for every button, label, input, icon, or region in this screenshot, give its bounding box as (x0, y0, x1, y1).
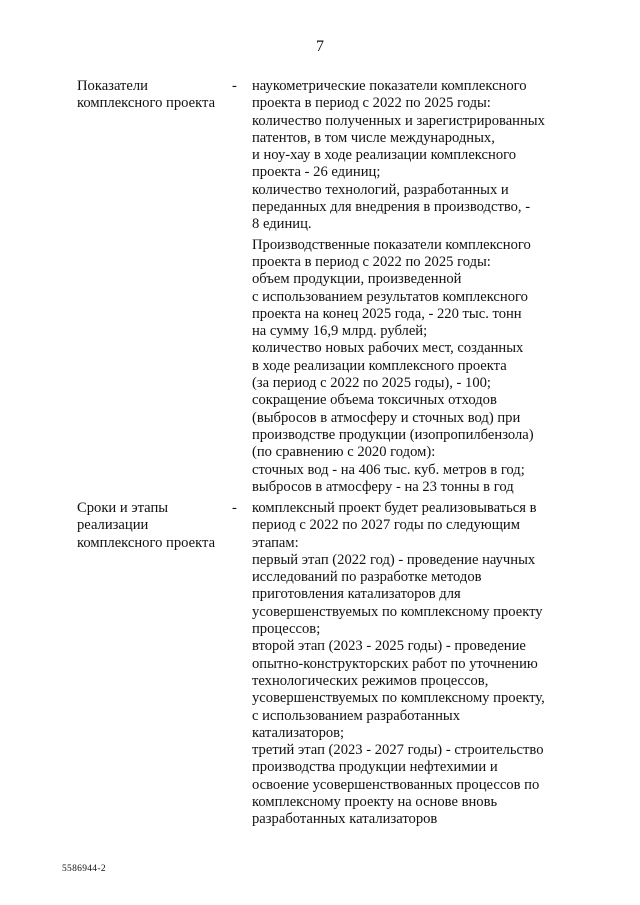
label-line: Показатели (77, 78, 148, 94)
text-line: усовершенствуемых по комплексному проекту, (252, 690, 545, 707)
text-line: переданных для внедрения в производство, - (252, 199, 531, 216)
text-line: исследований по разработке методов (252, 569, 482, 586)
text-line: с использованием результатов комплексного (252, 288, 528, 305)
dash-separator: - (232, 78, 237, 94)
text-line: количество полученных и зарегистрированных (252, 112, 545, 129)
label-line: Сроки и этапы (77, 500, 169, 516)
text-line: проекта в период с 2022 по 2025 годы: (252, 253, 491, 270)
text-line: комплексному проекту на основе вновь (252, 794, 498, 811)
text-line: проекта - 26 единиц; (252, 164, 381, 181)
text-line: (за период с 2022 по 2025 годы), - 100; (252, 375, 491, 392)
text-line: процессов; (252, 621, 321, 638)
text-line: наукометрические показатели комплексного (252, 78, 527, 94)
text-line: в ходе реализации комплексного проекта (252, 357, 507, 374)
text-line: проекта на конец 2025 года, - 220 тыс. тонн (252, 305, 522, 322)
text-line: 8 единиц. (252, 216, 312, 233)
text-line: количество технологий, разработанных и (252, 181, 509, 198)
text-line: (по сравнению с 2020 годом): (252, 444, 436, 461)
text-line: опытно-конструкторских работ по уточнению (252, 655, 538, 672)
text-line: этапам: (252, 534, 299, 551)
text-line: выбросов в атмосферу - на 23 тонны в год (252, 478, 514, 495)
text-line: сточных вод - на 406 тыс. куб. метров в год; (252, 461, 525, 478)
indicators-label (77, 78, 232, 496)
text-line: технологических режимов процессов, (252, 672, 489, 689)
text-line: второй этап (2023 - 2025 годы) - проведение (252, 638, 526, 655)
text-line: (выбросов в атмосферу и сточных вод) при (252, 409, 521, 426)
text-line: и ноу-хау в ходе реализации комплексного (252, 147, 517, 164)
label-line: реализации (77, 517, 149, 534)
timeline-label (77, 500, 232, 829)
text-line: Производственные показатели комплексного (252, 236, 531, 253)
text-line: комплексный проект будет реализовываться в (252, 500, 537, 516)
text-line: проекта в период с 2022 по 2025 годы: (252, 95, 491, 112)
text-line: на сумму 16,9 млрд. рублей; (252, 323, 428, 340)
label-line: комплексного проекта (77, 534, 216, 551)
text-line: катализаторов; (252, 724, 345, 741)
text-line: освоение усовершенствованных процессов по (252, 776, 540, 793)
timeline-content (252, 500, 577, 829)
text-line: усовершенствуемых по комплексному проекту (252, 603, 543, 620)
text-line: сокращение объема токсичных отходов (252, 392, 497, 409)
text-line: первый этап (2022 год) - проведение научных (252, 551, 536, 568)
text-line: период с 2022 по 2027 годы по следующим (252, 517, 520, 534)
text-line: объем продукции, произведенной (252, 271, 462, 288)
text-line: патентов, в том числе международных, (252, 129, 495, 146)
text-line: количество новых рабочих мест, созданных (252, 340, 524, 357)
text-line: третий этап (2023 - 2027 годы) - строительство (252, 742, 544, 759)
indicators-section (77, 78, 577, 496)
indicators-content (252, 78, 577, 496)
label-line: комплексного проекта (77, 95, 216, 112)
text-line: приготовления катализаторов для (252, 586, 461, 603)
text-line: производства продукции нефтехимии и (252, 759, 498, 776)
dash-separator: - (232, 500, 237, 516)
text-line: разработанных катализаторов (252, 811, 438, 828)
page-number: 7 (316, 38, 324, 55)
document-code: 5586944-2 (62, 864, 106, 874)
timeline-section (77, 500, 577, 829)
text-line: производстве продукции (изопропилбензола) (252, 426, 534, 443)
text-line: с использованием разработанных (252, 707, 460, 724)
